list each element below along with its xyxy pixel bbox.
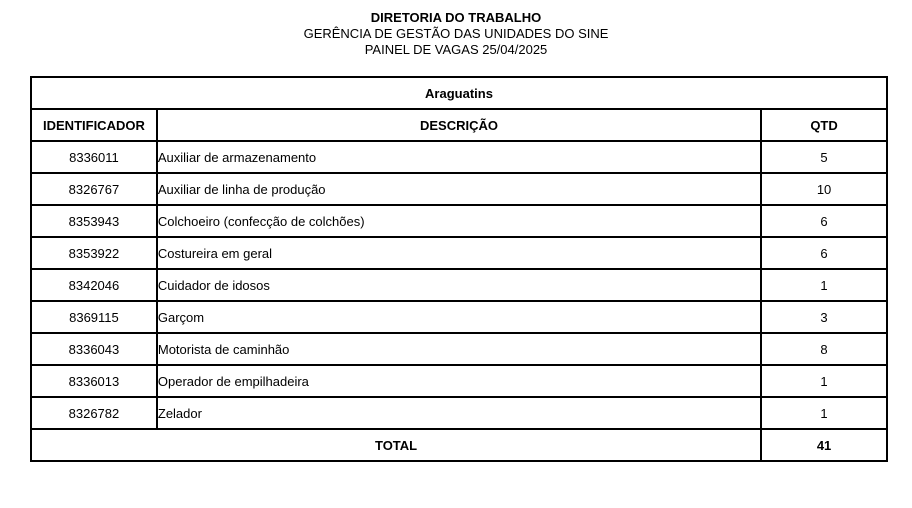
job-vacancies-table xyxy=(30,76,888,462)
row-description: Costureira em geral xyxy=(157,237,761,269)
row-description: Zelador xyxy=(157,397,761,429)
document-title: DIRETORIA DO TRABALHO xyxy=(370,10,542,25)
row-id: 8342046 xyxy=(31,269,157,301)
column-header-description: DESCRIÇÃO xyxy=(157,109,761,141)
row-qtd: 1 xyxy=(761,397,887,429)
row-description: Garçom xyxy=(157,301,761,333)
row-id: 8336011 xyxy=(31,141,157,173)
total-label: TOTAL xyxy=(31,429,761,461)
row-id: 8326782 xyxy=(31,397,157,429)
table-row xyxy=(31,173,887,205)
row-qtd: 6 xyxy=(761,205,887,237)
row-id: 8369115 xyxy=(31,301,157,333)
row-qtd: 5 xyxy=(761,141,887,173)
row-qtd: 6 xyxy=(761,237,887,269)
total-row xyxy=(31,429,887,461)
column-header-qtd: QTD xyxy=(761,109,887,141)
row-qtd: 3 xyxy=(761,301,887,333)
row-id: 8353922 xyxy=(31,237,157,269)
document-subtitle: GERÊNCIA DE GESTÃO DAS UNIDADES DO SINE xyxy=(303,26,609,41)
total-value: 41 xyxy=(761,429,887,461)
row-qtd: 8 xyxy=(761,333,887,365)
table-row xyxy=(31,397,887,429)
city-name: Araguatins xyxy=(31,77,887,109)
row-id: 8353943 xyxy=(31,205,157,237)
row-qtd: 1 xyxy=(761,269,887,301)
panel-date: PAINEL DE VAGAS 25/04/2025 xyxy=(364,42,548,57)
table-row xyxy=(31,333,887,365)
document-header xyxy=(0,10,912,58)
row-description: Auxiliar de linha de produção xyxy=(157,173,761,205)
table-row xyxy=(31,205,887,237)
row-description: Colchoeiro (confecção de colchões) xyxy=(157,205,761,237)
row-description: Cuidador de idosos xyxy=(157,269,761,301)
row-id: 8326767 xyxy=(31,173,157,205)
row-description: Auxiliar de armazenamento xyxy=(157,141,761,173)
table-row xyxy=(31,141,887,173)
row-qtd: 1 xyxy=(761,365,887,397)
row-qtd: 10 xyxy=(761,173,887,205)
city-header-row xyxy=(31,77,887,109)
row-description: Motorista de caminhão xyxy=(157,333,761,365)
column-header-id: IDENTIFICADOR xyxy=(31,109,157,141)
table-row xyxy=(31,365,887,397)
table-row xyxy=(31,237,887,269)
row-description: Operador de empilhadeira xyxy=(157,365,761,397)
table-row xyxy=(31,301,887,333)
column-header-row xyxy=(31,109,887,141)
row-id: 8336043 xyxy=(31,333,157,365)
row-id: 8336013 xyxy=(31,365,157,397)
table-row xyxy=(31,269,887,301)
